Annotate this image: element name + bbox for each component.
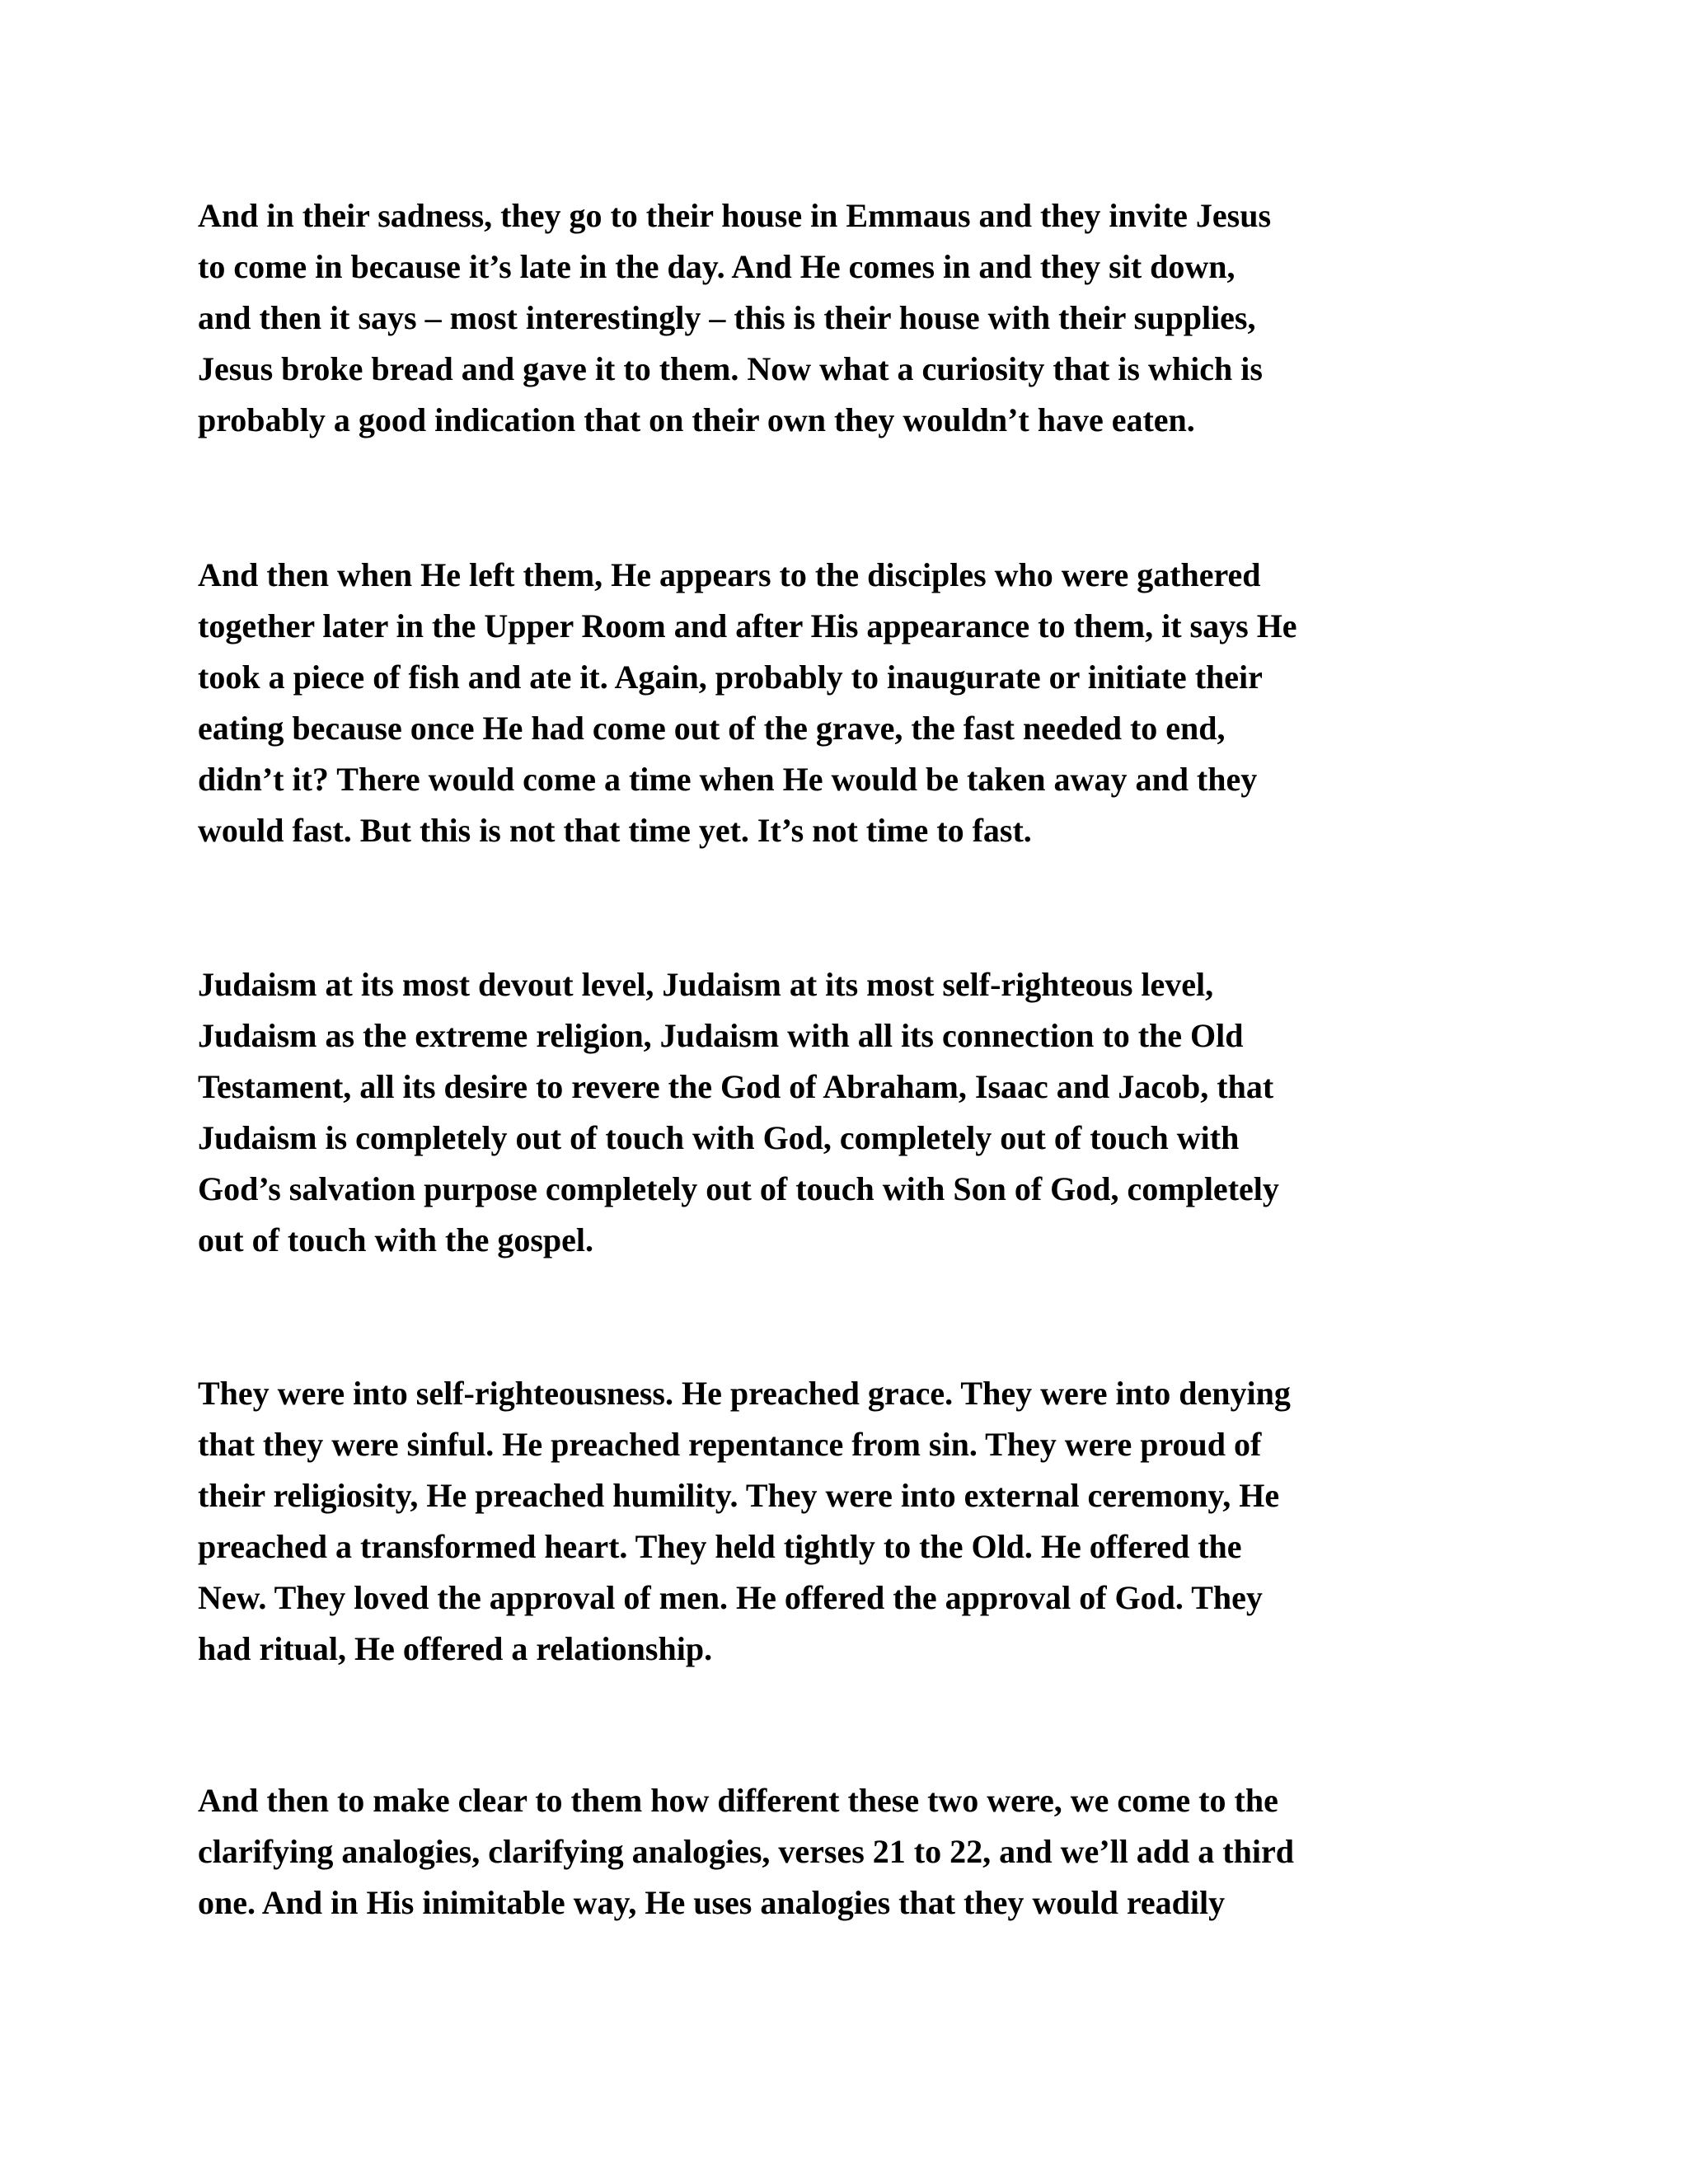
text-line: New. They loved the approval of men. He offered the approval of God. They	[198, 1579, 1263, 1616]
text-line: didn’t it? There would come a time when He would be taken away and they	[198, 761, 1258, 798]
text-line: And in their sadness, they go to their house in Emmaus and they invite Jesus	[198, 197, 1272, 234]
paragraph-contrasts	[198, 1368, 1500, 1675]
paragraph-upper-room	[198, 550, 1500, 856]
text-line: Judaism as the extreme religion, Judaism with all its connection to the Old	[198, 1017, 1244, 1054]
text-line: one. And in His inimitable way, He uses analogies that they would readily	[198, 1884, 1226, 1921]
text-line: that they were sinful. He preached repentance from sin. They were proud of	[198, 1426, 1262, 1463]
text-line: probably a good indication that on their own they wouldn’t have eaten.	[198, 401, 1195, 438]
text-line: And then when He left them, He appears to the disciples who were gathered	[198, 556, 1261, 593]
paragraph-emmaus	[198, 190, 1500, 446]
text-line: out of touch with the gospel.	[198, 1221, 594, 1258]
text-line: their religiosity, He preached humility. They were into external ceremony, He	[198, 1477, 1280, 1514]
paragraph-judaism	[198, 959, 1500, 1266]
text-line: together later in the Upper Room and after His appearance to them, it says He	[198, 607, 1297, 644]
paragraph-analogies	[198, 1775, 1500, 1929]
text-line: took a piece of fish and ate it. Again, probably to inaugurate or initiate their	[198, 658, 1263, 696]
text-line: clarifying analogies, clarifying analogies, verses 21 to 22, and we’ll add a third	[198, 1833, 1294, 1870]
text-line: They were into self-righteousness. He preached grace. They were into denying	[198, 1375, 1291, 1412]
text-line: Jesus broke bread and gave it to them. Now what a curiosity that is which is	[198, 350, 1263, 387]
text-line: and then it says – most interestingly – this is their house with their supplies,	[198, 299, 1256, 336]
text-line: preached a transformed heart. They held tightly to the Old. He offered the	[198, 1528, 1242, 1565]
text-line: Testament, all its desire to revere the God of Abraham, Isaac and Jacob, that	[198, 1068, 1274, 1105]
text-line: had ritual, He offered a relationship.	[198, 1630, 713, 1667]
text-line: God’s salvation purpose completely out of touch with Son of God, completely	[198, 1170, 1279, 1207]
text-line: eating because once He had come out of the grave, the fast needed to end,	[198, 710, 1226, 747]
text-line: Judaism is completely out of touch with God, completely out of touch with	[198, 1119, 1240, 1156]
text-line: And then to make clear to them how different these two were, we come to the	[198, 1782, 1278, 1819]
text-line: to come in because it’s late in the day. And He comes in and they sit down,	[198, 248, 1236, 285]
text-line: Judaism at its most devout level, Judaism at its most self-righteous level,	[198, 966, 1214, 1003]
text-line: would fast. But this is not that time yet. It’s not time to fast.	[198, 812, 1032, 849]
